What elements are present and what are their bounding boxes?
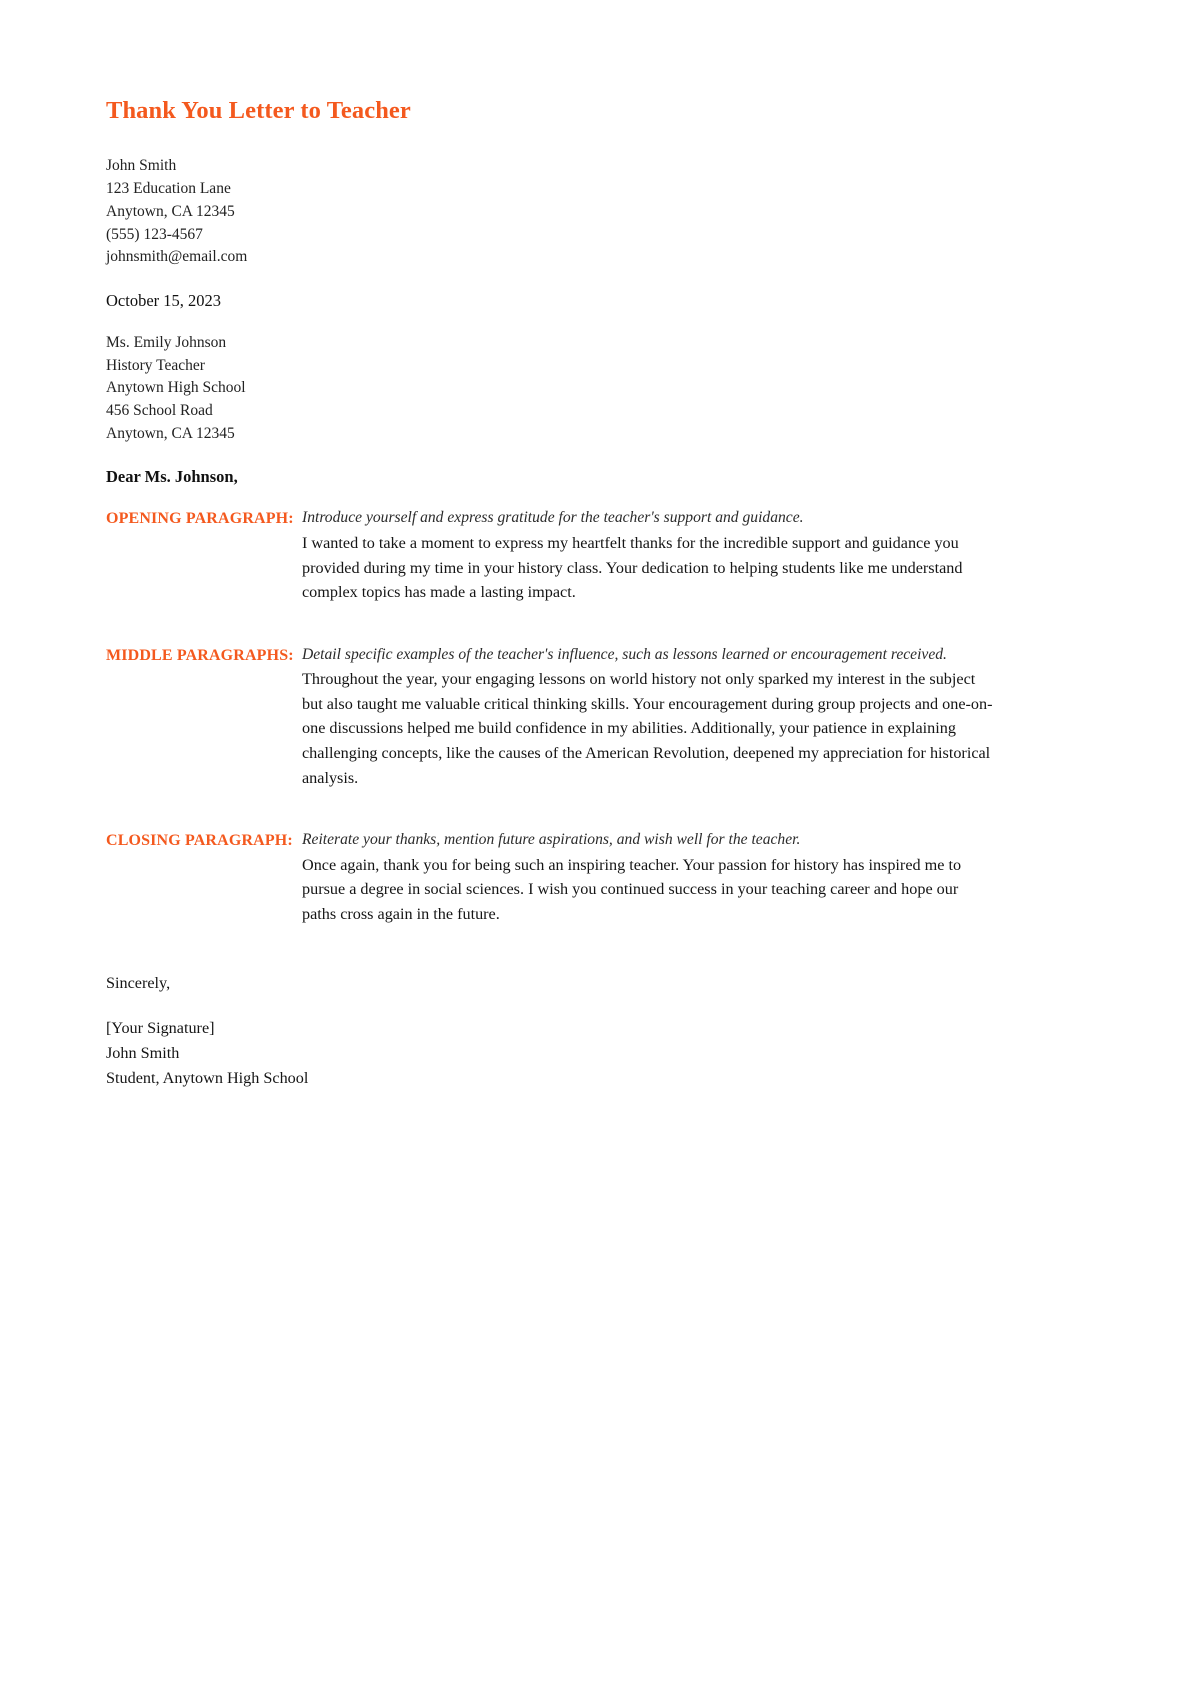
section-label-middle: MIDDLE PARAGRAPHS: [106,646,294,664]
page-title: Thank You Letter to Teacher [106,97,411,124]
section-body-opening [302,506,996,604]
recipient-city-state-zip: Anytown, CA 12345 [106,424,235,442]
signature-placeholder: [Your Signature] [106,1019,215,1038]
sender-phone: (555) 123-4567 [106,225,203,243]
spacer-before-signature [106,994,996,1016]
letter-date: October 15, 2023 [106,290,222,310]
spacer-after-opening [106,629,996,643]
signature-affiliation: Student, Anytown High School [106,1069,309,1088]
spacer-after-middle [106,814,996,828]
section-label-opening: OPENING PARAGRAPH: [106,510,294,528]
section-instruction-opening: Introduce yourself and express gratitude for the teacher's support and guidance. [302,509,804,527]
recipient-street: 456 School Road [106,402,213,420]
section-instruction-middle: Detail specific examples of the teacher's influence, such as lessons learned or encouragement received. [302,645,947,663]
signoff: Sincerely, [106,974,171,993]
recipient-address-block [106,332,996,446]
sender-street: 123 Education Lane [106,180,231,198]
section-middle-paragraphs [106,643,996,790]
signature-name: John Smith [106,1044,180,1063]
section-closing-paragraph [106,828,996,926]
section-label-closing: CLOSING PARAGRAPH: [106,832,293,850]
recipient-role: History Teacher [106,356,205,374]
section-opening-paragraph [106,506,996,604]
recipient-organization: Anytown High School [106,379,246,397]
spacer-before-signoff [106,950,996,972]
letter-content [106,96,996,1091]
sender-email: johnsmith@email.com [106,248,248,266]
section-text-closing: Once again, thank you for being such an inspiring teacher. Your passion for history has inspired me to pursue a degree in social sciences. I wish you continued success in your teaching career and hope our paths cross again in the future. [302,855,962,923]
signature-block [106,1016,996,1091]
section-text-middle: Throughout the year, your engaging lessons on world history not only sparked my interest in the subject but also taught me valuable critical thinking skills. Your encouragement during group projects and one-on-one discussions helped me build confidence in my abilities. Additionally, your patience in explaining challenging concepts, like the causes of the American Revolution, deepened my appreciation for historical analysis. [302,670,993,787]
section-body-middle [302,643,996,790]
section-text-opening: I wanted to take a moment to express my heartfelt thanks for the incredible support and guidance you provided during my time in your history class. Your dedication to helping students like me understand complex topics has made a lasting impact. [302,533,963,602]
section-body-closing [302,828,996,926]
section-instruction-closing: Reiterate your thanks, mention future aspirations, and wish well for the teacher. [302,831,801,849]
salutation: Dear Ms. Johnson, [106,467,238,487]
sender-address-block [106,155,996,269]
recipient-name: Ms. Emily Johnson [106,333,227,351]
sender-city-state-zip: Anytown, CA 12345 [106,202,235,220]
sender-name: John Smith [106,157,177,175]
